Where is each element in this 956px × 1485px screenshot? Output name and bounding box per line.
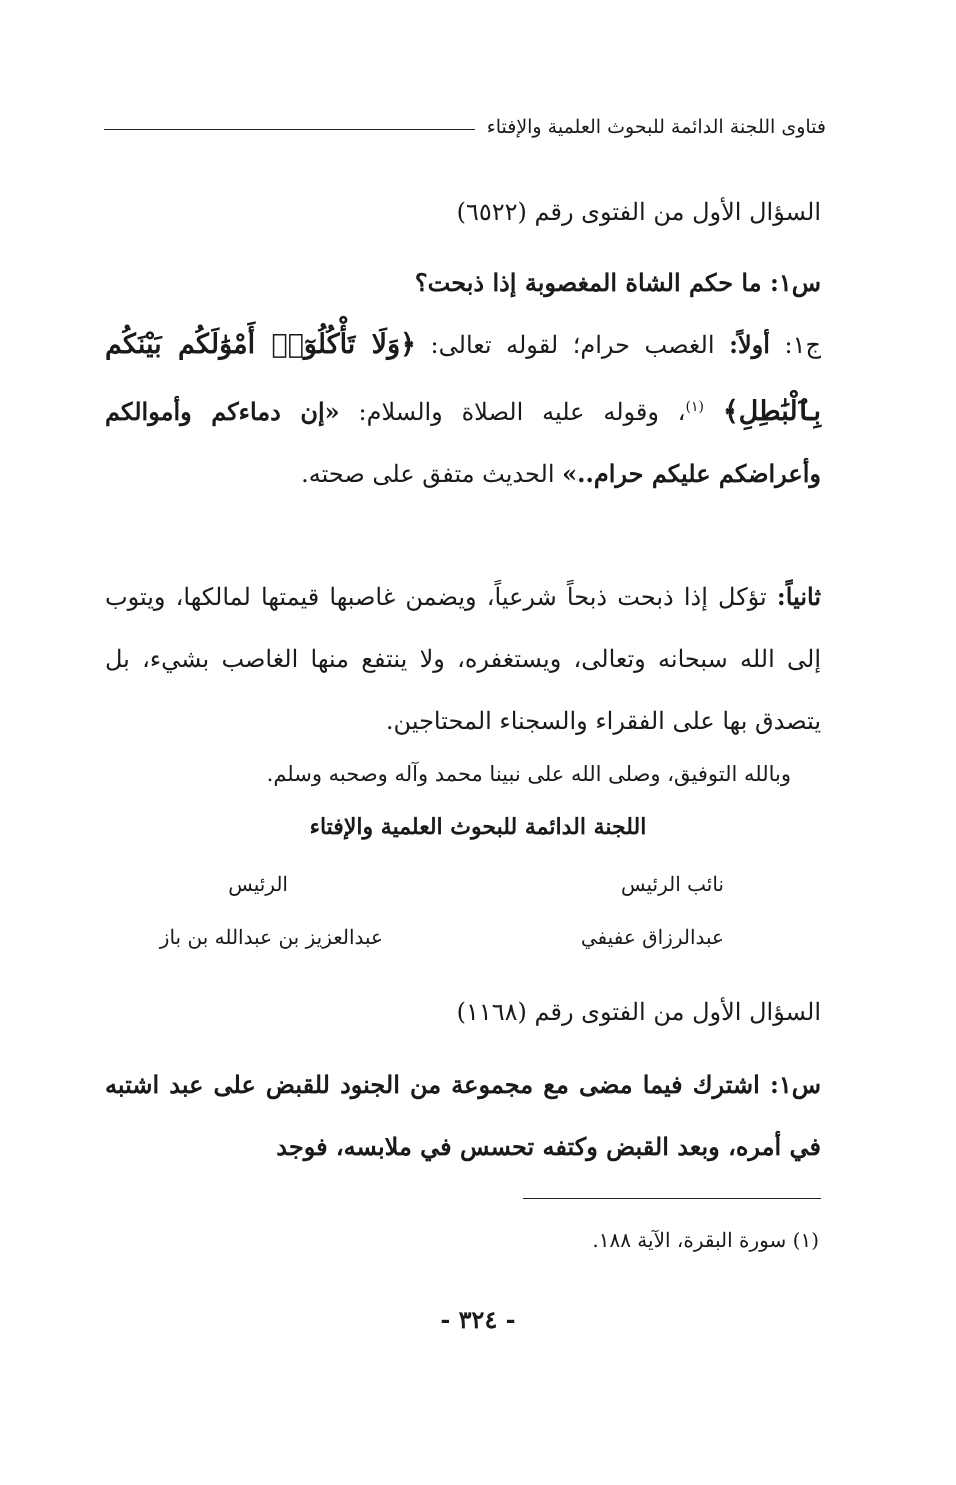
fatwa1-question: س١: ما حكم الشاة المغصوبة إذا ذبحت؟ <box>414 268 821 297</box>
chair-title: الرئيس <box>228 872 288 896</box>
fatwa1-answer-paragraph <box>105 314 821 505</box>
fatwa2-number: السؤال الأول من الفتوى رقم (١١٦٨) <box>456 998 821 1026</box>
chair-name: عبدالعزيز بن عبدالله بن باز <box>159 925 383 949</box>
answer-text-1: الغصب حرام؛ لقوله تعالى: <box>430 331 715 359</box>
answer-label: ج١: <box>784 331 821 359</box>
fatwa2-question: س١: اشترك فيما مضى مع مجموعة من الجنود للقبض على عبد اشتبه في أمره، وبعد القبض وكتفه تحسس في ملابسه، فوجد <box>105 1070 821 1161</box>
footnote-reference: (١) <box>685 399 705 415</box>
answer-text-3: الحديث متفق على صحته. <box>301 460 555 488</box>
fatwa1-number: السؤال الأول من الفتوى رقم (٦٥٢٢) <box>456 198 821 226</box>
fatwa1-second-point <box>105 566 821 752</box>
page-number: - ٣٢٤ - <box>440 1305 516 1334</box>
quran-verse: ﴿وَلَا تَأْكُلُوٓا۟ أَمْوَٰلَكُم بَيْنَكُم بِٱلْبَٰطِلِ﴾ <box>105 329 821 427</box>
running-header <box>104 112 826 142</box>
hadith-quote: «إن دماءكم وأموالكم وأعراضكم عليكم حرام..» <box>105 397 821 488</box>
header-rule <box>104 129 475 130</box>
second-point-text: تؤكل إذا ذبحت ذبحاً شرعياً، ويضمن غاصبها قيمتها لمالكها، ويتوب إلى الله سبحانه وتعالى، ويستغفره، ولا ينتفع منها الغاصب بشيء، بل يتصدق بها على الفقراء والسجناء المحتاجين. <box>105 583 821 735</box>
committee-name: اللجنة الدائمة للبحوث العلمية والإفتاء <box>309 814 647 840</box>
deputy-name: عبدالرزاق عفيفي <box>580 925 724 949</box>
second-point-label: ثانياً: <box>776 582 821 611</box>
answer-text-2: ، وقوله عليه الصلاة والسلام: <box>358 398 686 426</box>
footnote-rule <box>523 1198 821 1199</box>
footnote: (١) سورة البقرة، الآية ١٨٨. <box>592 1228 819 1252</box>
deputy-title: نائب الرئيس <box>620 872 724 896</box>
closing-formula: وبالله التوفيق، وصلى الله على نبينا محمد وآله وصحبه وسلم. <box>266 762 791 786</box>
first-point-label: أولاً: <box>729 330 770 359</box>
running-title: فتاوى اللجنة الدائمة للبحوث العلمية والإفتاء <box>486 116 826 138</box>
